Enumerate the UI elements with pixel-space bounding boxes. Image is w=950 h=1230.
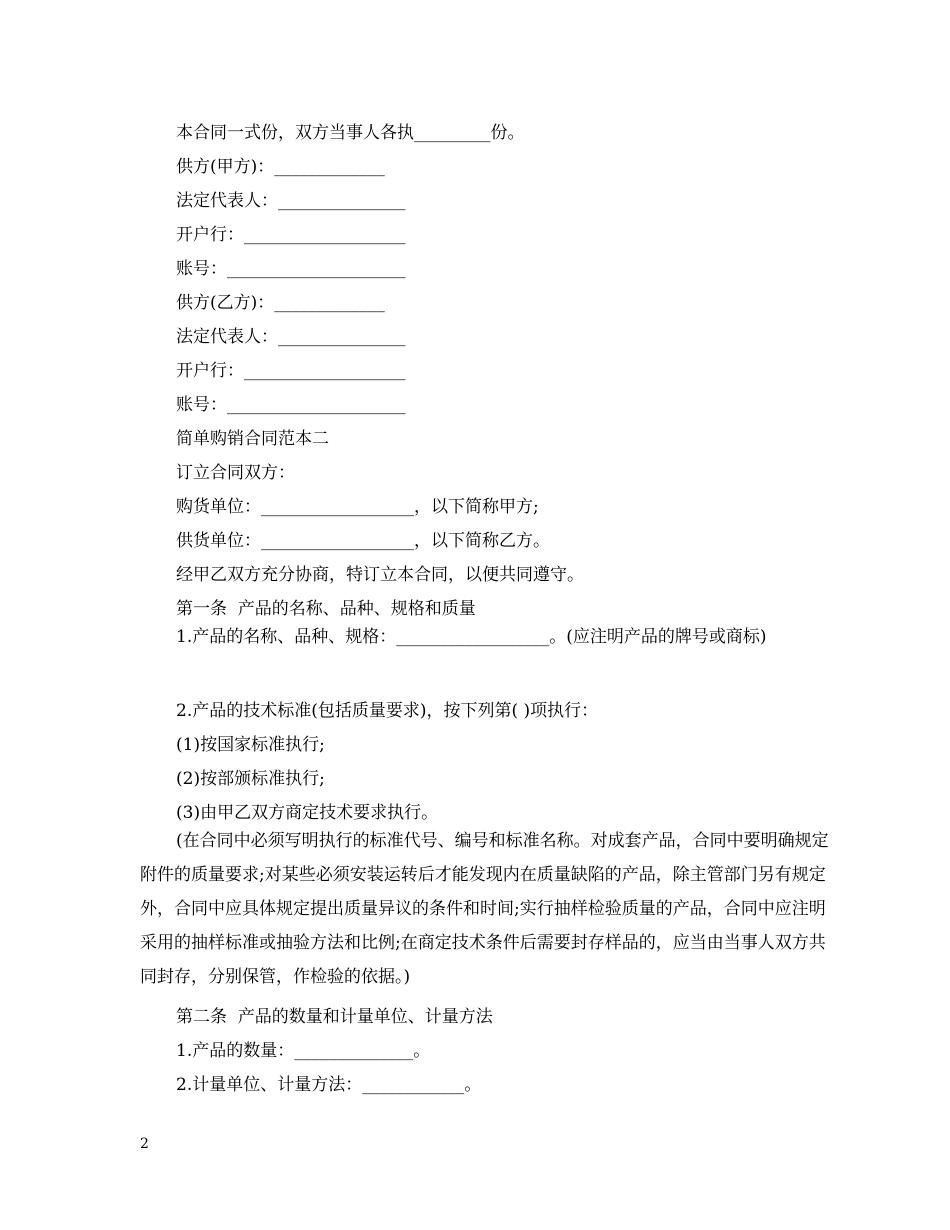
bank-b-line: 开户行：___________________ bbox=[176, 361, 406, 381]
buyer-line: 购货单位：__________________，以下简称甲方; bbox=[176, 497, 539, 517]
parties-heading: 订立合同双方： bbox=[176, 463, 295, 483]
agreement-line: 经甲乙双方充分协商，特订立本合同，以便共同遵守。 bbox=[176, 565, 584, 585]
option-3-line: (3)由甲乙双方商定技术要求执行。 bbox=[176, 803, 439, 823]
copies-line: 本合同一式份，双方当事人各执_________份。 bbox=[176, 123, 525, 143]
note-paragraph: (在合同中必须写明执行的标准代号、编号和标准名称。对成套产品，合同中要明确规定附件的质量要求;对某些必须安装运转后才能发现内在质量缺陷的产品，除主管部门另有规定外，合同中应具体规定提出质量异议的条件和时间;实行抽样检验质量的产品，合同中应注明采用的抽样标准或抽验方法和比例;在商定技术条件后需要封存样品的，应当由当事人双方共同封存，分别保管，作检验的依据。) bbox=[140, 831, 829, 987]
section-title: 简单购销合同范本二 bbox=[176, 429, 329, 449]
article-1-heading: 第一条 产品的名称、品种、规格和质量 bbox=[176, 599, 476, 619]
quantity-line: 1.产品的数量：______________。 bbox=[176, 1041, 431, 1061]
unit-method-line: 2.计量单位、计量方法：____________。 bbox=[176, 1075, 482, 1095]
legal-rep-a-line: 法定代表人：_______________ bbox=[176, 191, 406, 211]
legal-rep-b-line: 法定代表人：_______________ bbox=[176, 327, 406, 347]
option-1-line: (1)按国家标准执行; bbox=[176, 735, 325, 755]
item-1-paragraph: 1.产品的名称、品种、规格：__________________。(应注明产品的牌号或商标) bbox=[176, 627, 767, 647]
bank-a-line: 开户行：___________________ bbox=[176, 225, 406, 245]
article-2-heading: 第二条 产品的数量和计量单位、计量方法 bbox=[176, 1007, 493, 1027]
account-a-line: 账号：_____________________ bbox=[176, 259, 406, 279]
supplier-b-line: 供方(乙方)：_____________ bbox=[176, 293, 385, 313]
option-2-line: (2)按部颁标准执行; bbox=[176, 769, 325, 789]
supplier-a-line: 供方(甲方)：_____________ bbox=[176, 157, 385, 177]
seller-line: 供货单位：__________________，以下简称乙方。 bbox=[176, 531, 550, 551]
account-b-line: 账号：_____________________ bbox=[176, 395, 406, 415]
item-2-line: 2.产品的技术标准(包括质量要求)，按下列第( )项执行： bbox=[176, 701, 599, 721]
page-number: 2 bbox=[140, 1136, 149, 1152]
